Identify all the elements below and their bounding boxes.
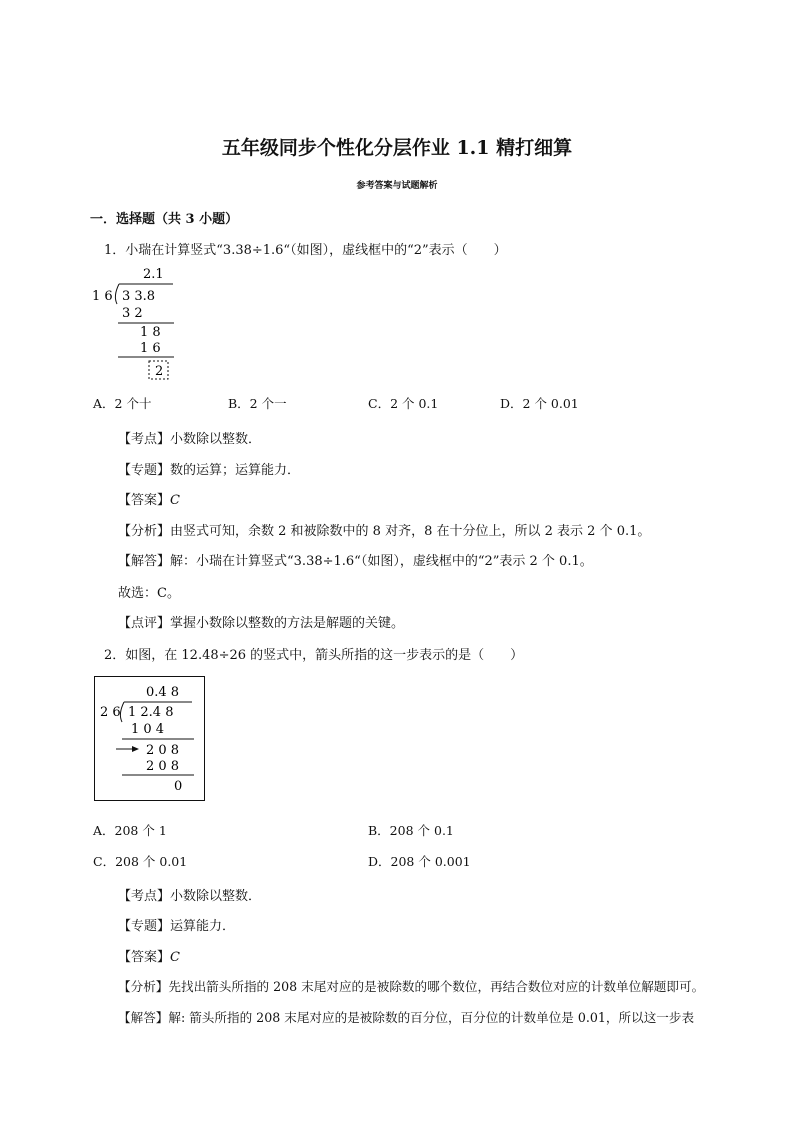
q1-guxuan: 故选：C。 — [118, 586, 180, 601]
q2-daan: C — [170, 950, 180, 965]
q2-zhuanti: 运算能力． — [170, 919, 236, 934]
q1-zhuanti: 数的运算；运算能力． — [170, 463, 301, 478]
page-title: 五年级同步个性化分层作业 1.1 精打细算 — [221, 137, 573, 159]
q1-option-a: A．2 个十 — [93, 396, 152, 411]
q2-long-division-figure — [94, 676, 206, 802]
q1-kaodian: 小数除以整数． — [170, 432, 262, 447]
q2-daan-tag: 【答案】 — [118, 950, 171, 965]
q2-step2: 2 0 8 — [146, 743, 180, 758]
q2-kaodian: 小数除以整数． — [170, 889, 262, 904]
q2-remainder: 0 — [174, 779, 183, 794]
q1-stem: 1．小瑞在计算竖式“3.38÷1.6“（如图），虚线框中的“2”表示（ ） — [104, 243, 507, 258]
q2-kaodian-row — [118, 885, 261, 904]
q2-jieda-tag: 【解答】 — [118, 1010, 169, 1025]
q2-zhuanti-row — [118, 915, 235, 934]
q2-option-b: B．208 个 0.1 — [368, 823, 454, 838]
q1-dianping-row — [118, 612, 404, 631]
q1-dividend: 3 3.8 — [122, 289, 156, 304]
q1-option-c: C．2 个 0.1 — [368, 396, 439, 411]
q2-jieda-row — [118, 1007, 694, 1026]
arrow-icon — [116, 746, 139, 752]
q1-jieda-row — [118, 550, 593, 569]
q1-long-division-figure — [85, 262, 195, 384]
q1-fenxi-tag: 【分析】 — [118, 524, 171, 539]
q2-option-a: A．208 个 1 — [93, 823, 167, 838]
q1-step1: 3 2 — [122, 306, 143, 321]
q2-option-c: C．208 个 0.01 — [93, 854, 188, 869]
q2-divisor: 2 6 — [100, 705, 121, 720]
q1-option-d: D．2 个 0.01 — [500, 396, 579, 411]
q1-jieda-tag: 【解答】 — [118, 554, 171, 569]
q1-zhuanti-row — [118, 459, 300, 478]
q1-daan-row — [118, 489, 180, 508]
q2-fenxi: 先找出箭头所指的 208 末尾对应的是被除数的哪个数位，再结合数位对应的计数单位解题即可。 — [168, 979, 705, 994]
q1-option-b: B．2 个一 — [228, 396, 287, 411]
q2-step3: 2 0 8 — [146, 759, 180, 774]
q2-daan-row — [118, 946, 180, 965]
q2-quotient: 0.4 8 — [146, 685, 180, 700]
q1-quotient: 2.1 — [143, 267, 164, 282]
q2-stem: 2．如图，在 12.48÷26 的竖式中，箭头所指的这一步表示的是（ ） — [104, 648, 524, 663]
q2-fenxi-tag: 【分析】 — [118, 979, 169, 994]
q1-fenxi-row — [118, 520, 650, 539]
q1-divisor: 1 6 — [92, 289, 113, 304]
q1-step3: 1 6 — [140, 341, 161, 356]
q1-kaodian-tag: 【考点】 — [118, 432, 171, 447]
q2-fenxi-row — [118, 976, 704, 995]
q2-dividend: 1 2.4 8 — [128, 705, 174, 720]
q1-dianping: 掌握小数除以整数的方法是解题的关键。 — [170, 616, 405, 631]
q2-jieda: 解: 箭头所指的 208 末尾对应的是被除数的百分位，百分位的计数单位是 0.01，所以这一步表 — [168, 1010, 695, 1025]
q1-step2: 1 8 — [140, 325, 161, 340]
q1-kaodian-row — [118, 428, 261, 447]
q1-daan: C — [170, 493, 180, 508]
section-heading: 一．选择题（共 3 小题） — [90, 212, 239, 227]
q2-kaodian-tag: 【考点】 — [118, 889, 171, 904]
q1-jieda: 解：小瑞在计算竖式“3.38÷1.6“（如图），虚线框中的“2”表示 2 个 0.1。 — [170, 554, 593, 569]
q1-remainder: 2 — [155, 364, 164, 379]
q1-daan-tag: 【答案】 — [118, 493, 171, 508]
q2-zhuanti-tag: 【专题】 — [118, 919, 171, 934]
page-subtitle: 参考答案与试题解析 — [356, 181, 438, 191]
q2-option-d: D．208 个 0.001 — [368, 854, 471, 869]
q2-step1: 1 0 4 — [131, 722, 165, 737]
q1-zhuanti-tag: 【专题】 — [118, 463, 171, 478]
q1-dianping-tag: 【点评】 — [118, 616, 171, 631]
q1-fenxi: 由竖式可知，余数 2 和被除数中的 8 对齐，8 在十分位上，所以 2 表示 2 个 0.1。 — [170, 524, 651, 539]
